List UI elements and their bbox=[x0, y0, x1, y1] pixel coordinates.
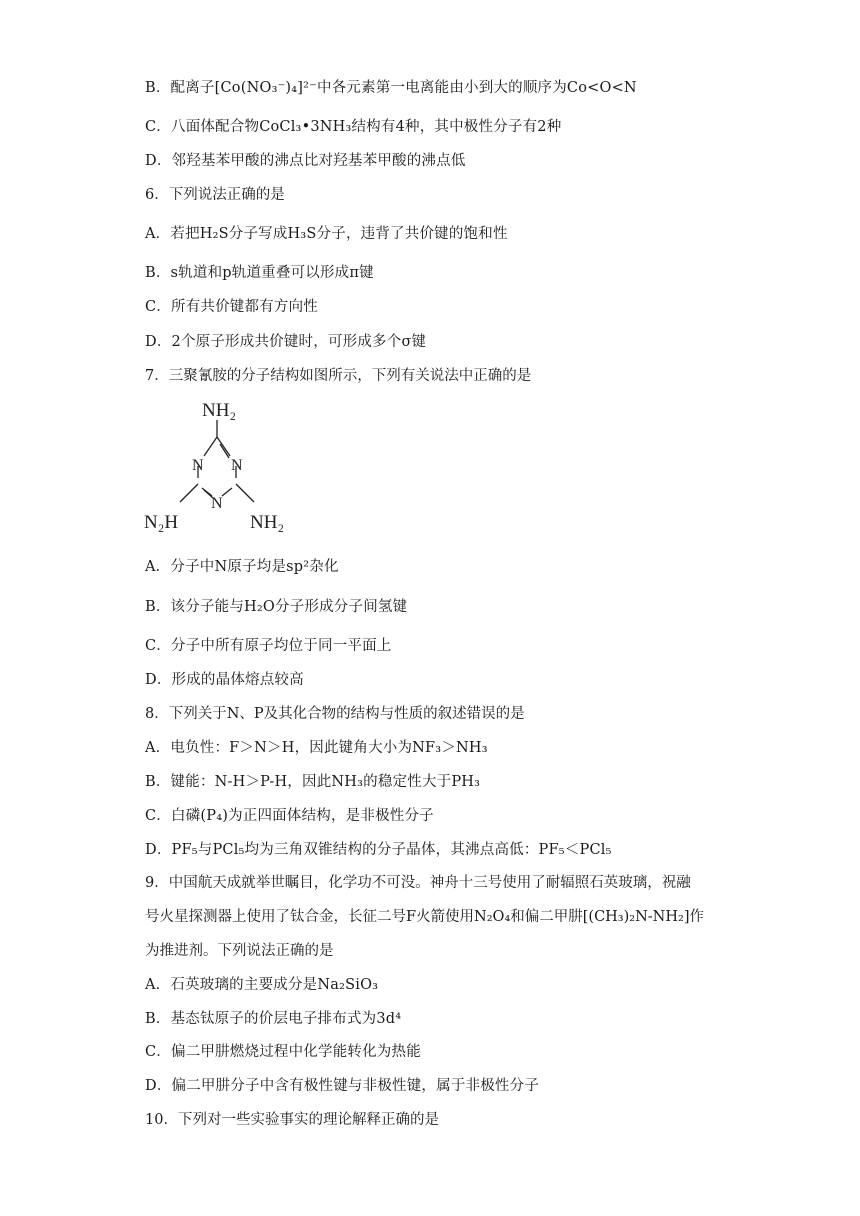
question-9-line-1: 9．中国航天成就举世瞩目，化学功不可没。神舟十三号使用了耐辐照石英玻璃，祝融 bbox=[145, 875, 691, 891]
line-q9d: D．偏二甲肼分子中含有极性键与非极性键，属于非极性分子 bbox=[145, 1078, 540, 1094]
question-10: 10．下列对一些实验事实的理论解释正确的是 bbox=[145, 1112, 439, 1128]
question-6: 6．下列说法正确的是 bbox=[145, 187, 285, 203]
line-q5c: C．八面体配合物CoCl₃•3NH₃结构有4种，其中极性分子有2种 bbox=[145, 119, 562, 135]
left-nh2-label: N₂H bbox=[144, 512, 179, 533]
line-q8d: D．PF₅与PCl₅均为三角双锥结构的分子晶体，其沸点高低：PF₅＜PCl₅ bbox=[145, 842, 612, 858]
line-q6d: D．2个原子形成共价键时，可形成多个σ键 bbox=[145, 334, 427, 350]
question-8: 8．下列关于N、P及其化合物的结构与性质的叙述错误的是 bbox=[145, 706, 525, 722]
ring-n-top-right: N bbox=[231, 457, 243, 474]
top-nh2-label: NH₂ bbox=[202, 400, 237, 421]
line-q7a: A．分子中N原子均是sp²杂化 bbox=[145, 559, 339, 575]
line-q6a: A．若把H₂S分子写成H₃S分子，违背了共价键的饱和性 bbox=[145, 226, 508, 242]
line-q9c: C．偏二甲肼燃烧过程中化学能转化为热能 bbox=[145, 1044, 421, 1060]
line-q8b: B．键能：N-H＞P-H，因此NH₃的稳定性大于PH₃ bbox=[145, 774, 481, 790]
ring-n-bottom: N bbox=[211, 495, 223, 512]
question-7: 7．三聚氰胺的分子结构如图所示，下列有关说法中正确的是 bbox=[145, 368, 532, 384]
line-q7b: B．该分子能与H₂O分子形成分子间氢键 bbox=[145, 599, 408, 615]
line-q5b: B．配离子[Co(NO₃⁻)₄]²⁻中各元素第一电离能由小到大的顺序为Co<O<N bbox=[145, 80, 637, 96]
ring-n-top-left: N bbox=[192, 457, 204, 474]
line-q5d: D．邻羟基苯甲酸的沸点比对羟基苯甲酸的沸点低 bbox=[145, 153, 466, 169]
line-q7c: C．分子中所有原子均位于同一平面上 bbox=[145, 638, 392, 654]
question-9-line-2: 号火星探测器上使用了钛合金，长征二号F火箭使用N₂O₄和偏二甲肼[(CH₃)₂N-NH₂]作 bbox=[145, 909, 704, 925]
right-nh2-label: NH₂ bbox=[250, 512, 285, 533]
line-q6c: C．所有共价键都有方向性 bbox=[145, 299, 318, 315]
line-q9b: B．基态钛原子的价层电子排布式为3d⁴ bbox=[145, 1011, 402, 1027]
line-q8c: C．白磷(P₄)为正四面体结构，是非极性分子 bbox=[145, 808, 434, 824]
line-q9a: A．石英玻璃的主要成分是Na₂SiO₃ bbox=[145, 977, 379, 993]
line-q8a: A．电负性：F＞N＞H，因此键角大小为NF₃＞NH₃ bbox=[145, 740, 488, 756]
line-q7d: D．形成的晶体熔点较高 bbox=[145, 672, 304, 688]
line-q6b: B．s轨道和p轨道重叠可以形成π键 bbox=[145, 265, 374, 281]
question-9-line-3: 为推进剂。下列说法正确的是 bbox=[145, 943, 334, 959]
melamine-structure-figure bbox=[140, 392, 310, 542]
